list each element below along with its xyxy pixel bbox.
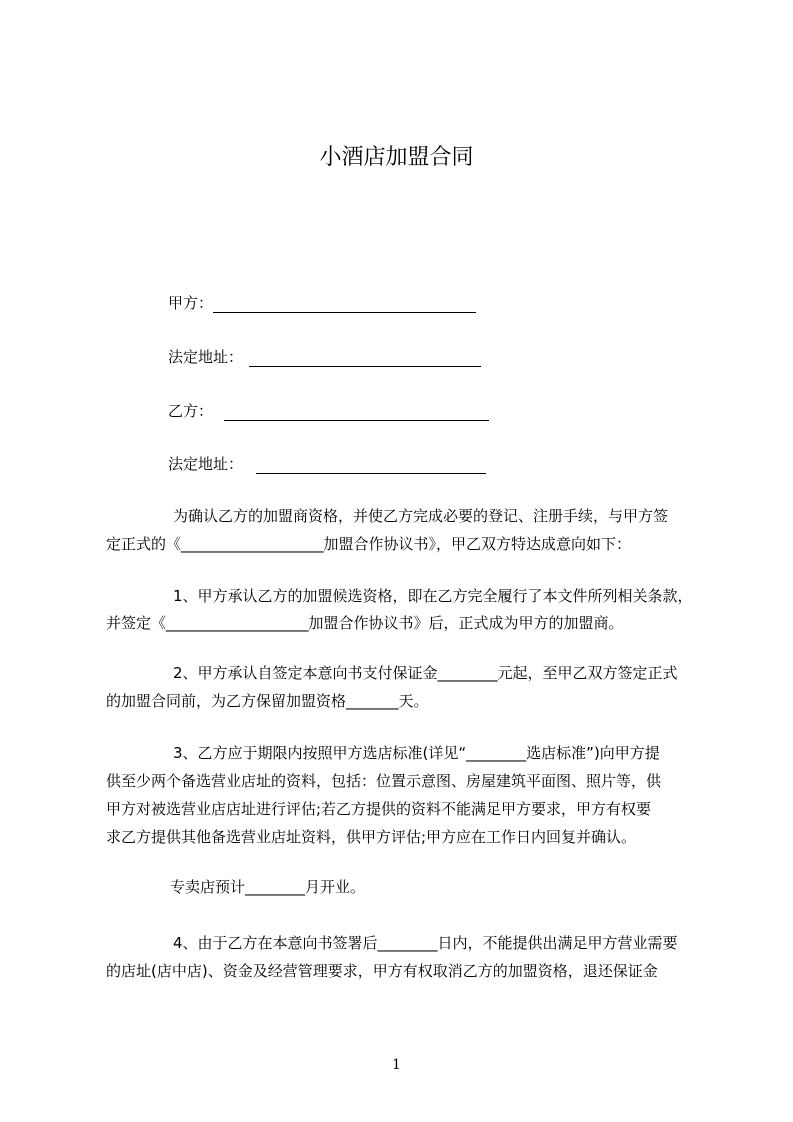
- clause-1-line-1: 1、甲方承认乙方的加盟候选资格，即在乙方完全履行了本文件所列相关条款，: [173, 587, 693, 605]
- clause-4-line-1: 4、由于乙方在本意向书签署后________日内，不能提供出满足甲方营业需要: [173, 934, 678, 952]
- clause-2-line-1: 2、甲方承认自签定本意向书支付保证金________元起，至甲乙双方签定正式: [173, 664, 678, 682]
- opening-line: 专卖店预计________月开业。: [170, 878, 366, 896]
- clause-2-line-2: 的加盟合同前，为乙方保留加盟资格_______天。: [106, 692, 429, 710]
- clause-3-line-1: 3、乙方应于期限内按照甲方选店标准(详见“________选店标准”)向甲方提: [173, 744, 660, 762]
- address-b-label: 法定地址：: [168, 455, 244, 473]
- address-a-label: 法定地址：: [168, 348, 244, 366]
- address-b-blank: [256, 455, 486, 474]
- address-a-blank: [249, 348, 481, 367]
- page-number: 1: [392, 1057, 401, 1073]
- document-title: 小酒店加盟合同: [319, 145, 474, 170]
- clause-1-line-2: 并签定《___________________加盟合作协议书》后，正式成为甲方的加盟商。: [106, 614, 624, 632]
- party-a-field: [168, 292, 476, 313]
- party-b-blank: [224, 402, 489, 421]
- party-a-blank: [213, 294, 476, 313]
- clause-3-line-2: 供至少两个备选营业店址的资料，包括：位置示意图、房屋建筑平面图、照片等，供: [106, 772, 662, 790]
- party-b-label: 乙方：: [168, 402, 214, 420]
- address-b-field: [168, 453, 486, 474]
- party-a-label: 甲方：: [168, 294, 214, 312]
- party-b-field: [168, 400, 489, 421]
- clause-3-line-3: 甲方对被选营业店店址进行评估;若乙方提供的资料不能满足甲方要求，甲方有权要: [106, 800, 652, 818]
- address-a-field: [168, 346, 481, 367]
- clause-4-line-2: 的店址(店中店)、资金及经营管理要求，甲方有权取消乙方的加盟资格，退还保证金: [106, 962, 658, 980]
- intro-line-1: 为确认乙方的加盟商资格，并使乙方完成必要的登记、注册手续，与甲方签: [173, 507, 669, 525]
- intro-line-2: 定正式的《___________________加盟合作协议书》，甲乙双方特达成意向如下：: [106, 535, 632, 553]
- clause-3-line-4: 求乙方提供其他备选营业店址资料，供甲方评估;甲方应在工作日内回复并确认。: [106, 828, 637, 846]
